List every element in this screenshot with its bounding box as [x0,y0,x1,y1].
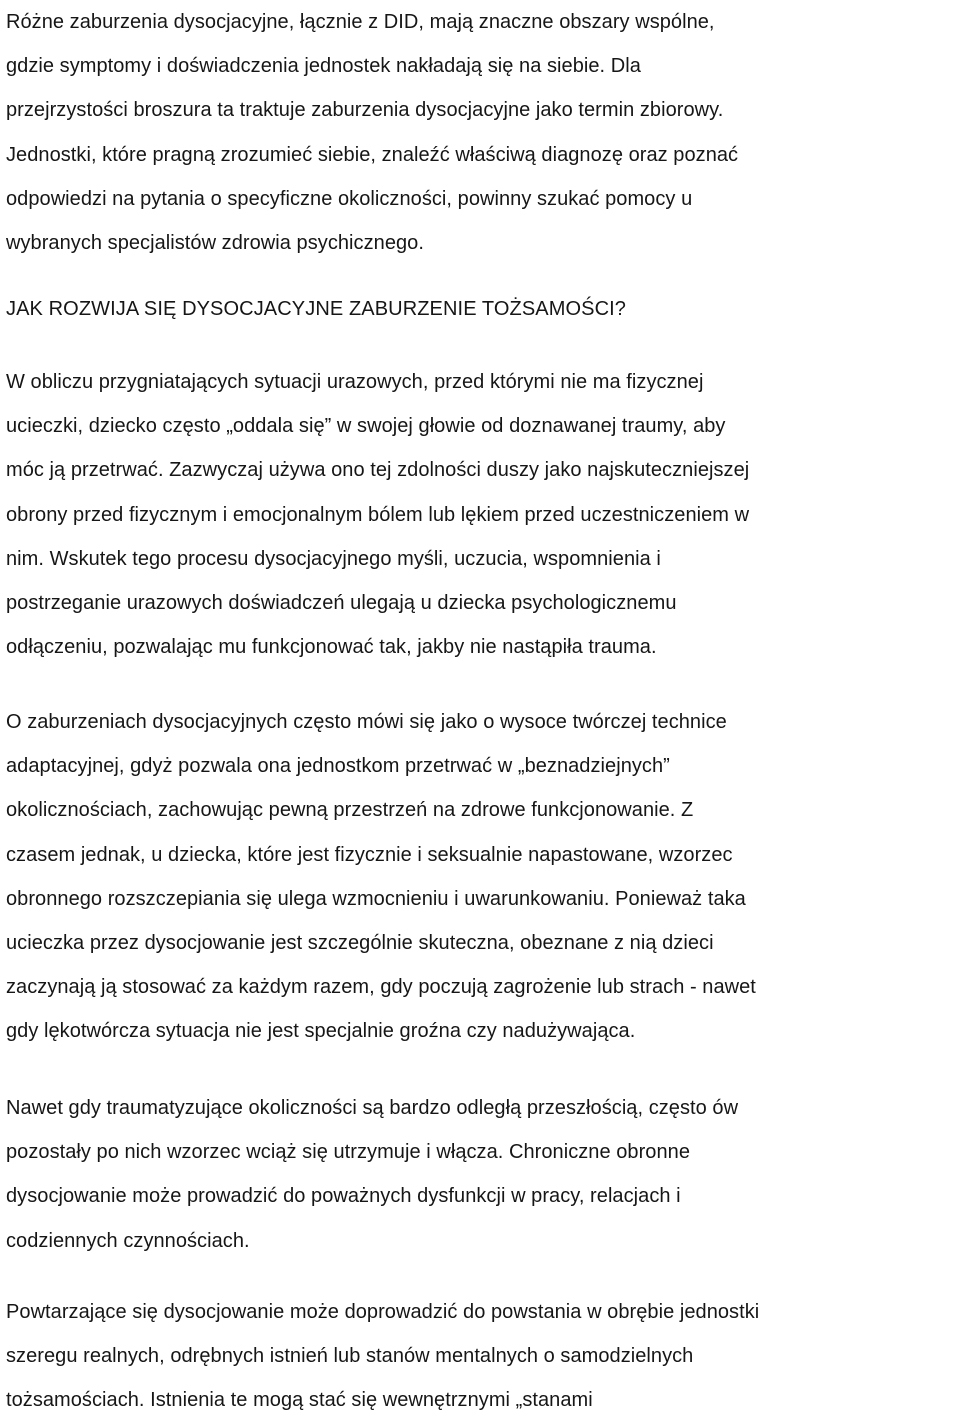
text-line: Nawet gdy traumatyzujące okoliczności są bardzo odległą przeszłością, często ów [6,1097,739,1119]
text-line: okolicznościach, zachowując pewną przestrzeń na zdrowe funkcjonowanie. Z [6,799,694,822]
text-line: czasem jednak, u dziecka, które jest fizycznie i seksualnie napastowane, wzorzec [6,843,733,866]
text-line: O zaburzeniach dysocjacyjnych często mówi się jako o wysoce twórczej technice [6,711,727,733]
text-line: Powtarzające się dysocjowanie może doprowadzić do powstania w obrębie jednostki [6,1301,760,1323]
text-line: móc ją przetrwać. Zazwyczaj używa ono tej zdolności duszy jako najskuteczniejszej [6,459,750,482]
text-line: odpowiedzi na pytania o specyficzne okoliczności, powinny szukać pomocy u [6,187,693,210]
section-heading [6,287,958,331]
text-line: W obliczu przygniatających sytuacji urazowych, przed którymi nie ma fizycznej [6,371,704,393]
text-line: tożsamościach. Istnienia te mogą stać się wewnętrznymi „stanami [6,1389,593,1412]
text-line: obronnego rozszczepiania się ulega wzmocnieniu i uwarunkowaniu. Ponieważ taka [6,887,746,910]
heading-text: JAK ROZWIJA SIĘ DYSOCJACYJNE ZABURZENIE TOŻSAMOŚCI? [6,298,627,320]
text-line: pozostały po nich wzorzec wciąż się utrzymuje i włącza. Chroniczne obronne [6,1141,691,1164]
text-line: nim. Wskutek tego procesu dysocjacyjnego myśli, uczucia, wspomnienia i [6,547,661,570]
text-line: ucieczki, dziecko często „oddala się” w swojej głowie od doznawanej traumy, aby [6,415,726,438]
text-line: postrzeganie urazowych doświadczeń ulegają u dziecka psychologicznemu [6,591,677,614]
text-line: szeregu realnych, odrębnych istnień lub stanów mentalnych o samodzielnych [6,1345,694,1368]
text-line: przejrzystości broszura ta traktuje zaburzenia dysocjacyjne jako termin zbiorowy. [6,99,724,122]
paragraph-identities [6,1290,958,1423]
text-line: wybranych specjalistów zdrowia psychicznego. [6,231,424,254]
paragraph-chronic [6,1086,958,1263]
paragraph-trauma [6,360,958,669]
paragraph-adaptive [6,700,958,1054]
text-line: ucieczka przez dysocjowanie jest szczególnie skuteczna, obeznane z nią dzieci [6,931,714,954]
text-line: adaptacyjnej, gdyż pozwala ona jednostkom przetrwać w „beznadziejnych” [6,755,670,778]
paragraph-intro [6,0,958,265]
text-line: Jednostki, które pragną zrozumieć siebie, znaleźć właściwą diagnozę oraz poznać [6,143,739,166]
text-line: codziennych czynnościach. [6,1229,250,1252]
text-line: gdzie symptomy i doświadczenia jednostek nakładają się na siebie. Dla [6,55,641,78]
text-line: dysocjowanie może prowadzić do poważnych dysfunkcji w pracy, relacjach i [6,1185,681,1208]
text-line: zaczynają ją stosować za każdym razem, gdy poczują zagrożenie lub strach - nawet [6,976,756,999]
text-line: Różne zaburzenia dysocjacyjne, łącznie z DID, mają znaczne obszary wspólne, [6,11,715,33]
text-line: odłączeniu, pozwalając mu funkcjonować tak, jakby nie nastąpiła trauma. [6,636,657,659]
text-line: gdy lękotwórcza sytuacja nie jest specjalnie groźna czy nadużywająca. [6,1020,636,1043]
text-line: obrony przed fizycznym i emocjonalnym bólem lub lękiem przed uczestniczeniem w [6,503,750,526]
